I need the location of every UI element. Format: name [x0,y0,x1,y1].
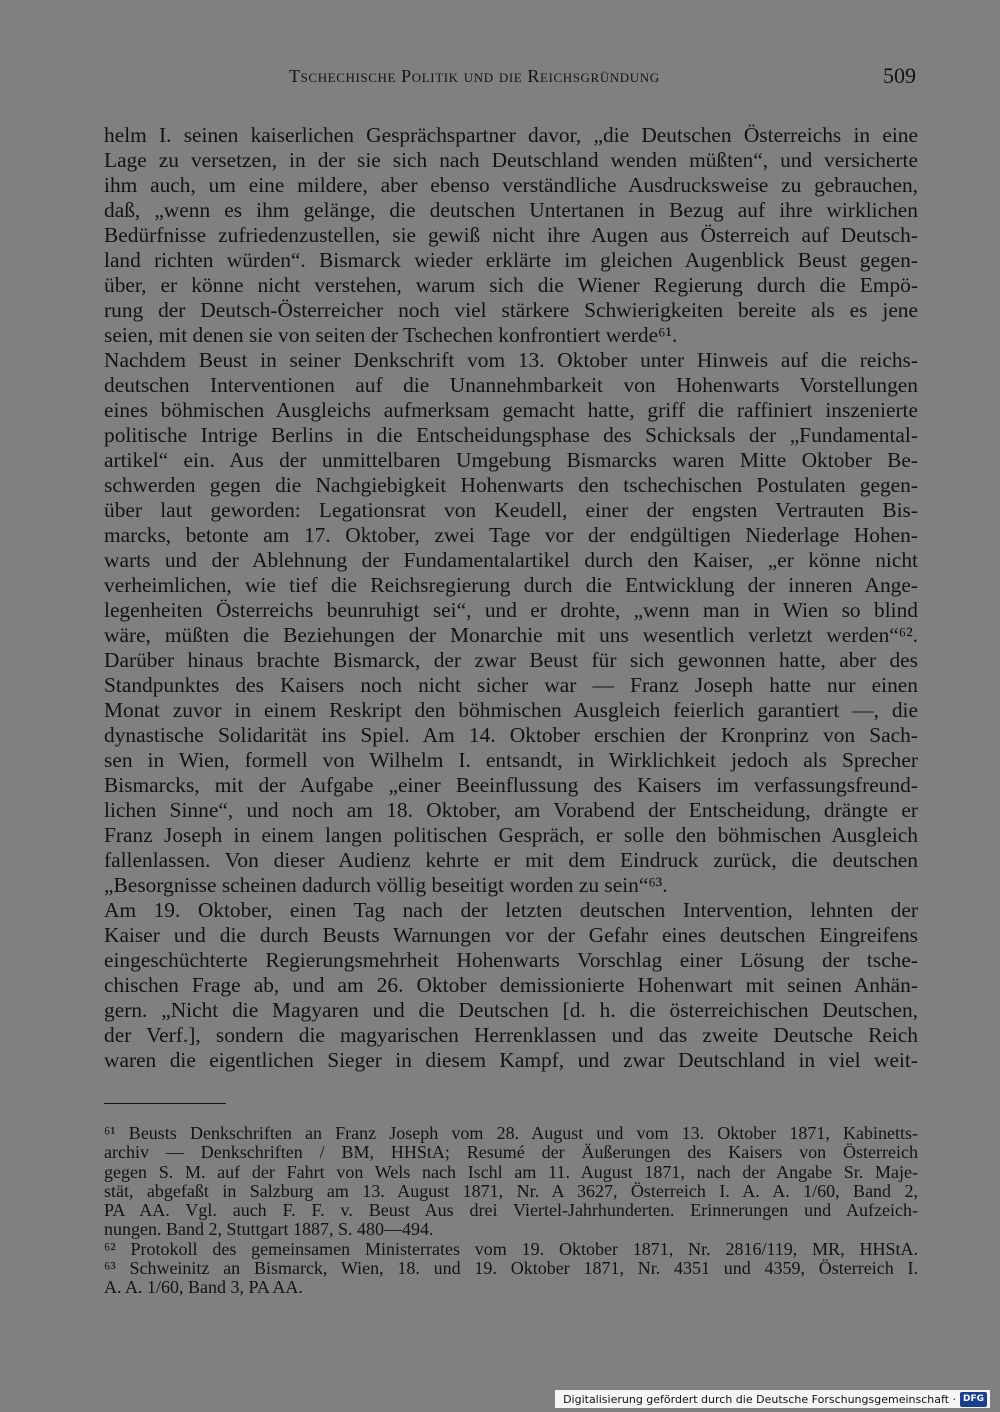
text-line: Kaiser und die durch Beusts Warnungen vor der Gefahr eines deutschen Eingreifens [104,923,918,947]
text-line: marcks, betonte am 17. Oktober, zwei Tage vor der endgültigen Niederlage Hohen- [104,523,918,547]
footnotes [104,1124,918,1298]
footnote-line: ⁶² Protokoll des gemeinsamen Ministerrates vom 19. Oktober 1871, Nr. 2816/119, MR, HHStA. [104,1239,918,1259]
text-line: Bedürfnisse zufriedenzustellen, sie gewiß nicht ihre Augen aus Österreich auf Deutsch- [104,223,918,247]
credit-text: Digitalisierung gefördert durch die Deutsche Forschungsgemeinschaft · [563,1392,956,1406]
paragraph-end-line: seien, mit denen sie von seiten der Tschechen konfrontiert werde⁶¹. [104,323,678,347]
text-line: Nachdem Beust in seiner Denkschrift vom 13. Oktober unter Hinweis auf die reichs- [104,348,918,372]
text-line: rung der Deutsch-Österreicher noch viel stärkere Schwierigkeiten bereite als es jene [104,298,918,322]
text-line: über, er könne nicht verstehen, warum sich die Wiener Regierung durch die Empö- [104,273,918,297]
text-line: eingeschüchterte Regierungsmehrheit Hohenwarts Vorschlag einer Lösung der tsche- [104,948,918,972]
text-line: Monat zuvor in einem Reskript den böhmischen Ausgleich feierlich garantiert —, die [104,698,918,722]
dfg-logo-icon: DFG [960,1392,987,1407]
text-line: ihm auch, um eine mildere, aber ebenso verständliche Ausdrucksweise zu gebrauchen, [104,173,918,197]
text-line: schwerden gegen die Nachgiebigkeit Hohenwarts den tschechischen Postulaten gegen- [104,473,918,497]
footnote-line: archiv — Denkschriften / BM, HHStA; Resumé der Äußerungen des Kaisers von Österreich [104,1143,918,1163]
text-line: deutschen Interventionen auf die Unannehmbarkeit von Hohenwarts Vorstellungen [104,373,918,397]
text-line: der Verf.], sondern die magyarischen Herrenklassen und das zweite Deutsche Reich [104,1023,918,1047]
footnote-line: PA AA. Vgl. auch F. F. v. Beust Aus drei Viertel-Jahrhunderten. Erinnerungen und Aufzeich- [104,1201,918,1221]
text-line: Lage zu versetzen, in der sie sich nach Deutschland wenden müßten“, und versicherte [104,148,918,172]
footnote-line: nungen. Band 2, Stuttgart 1887, S. 480—494. [104,1220,434,1240]
text-line: dynastische Solidarität ins Spiel. Am 14. Oktober erschien der Kronprinz von Sach- [104,723,918,747]
footnote-line: A. A. 1/60, Band 3, PA AA. [104,1278,303,1298]
text-line: waren die eigentlichen Sieger in diesem Kampf, und zwar Deutschland in viel weit- [104,1048,918,1072]
text-line: legenheiten Österreichs beunruhigt sei“, und er drohte, „wenn man in Wien so blind [104,598,918,622]
text-line: Am 19. Oktober, einen Tag nach der letzten deutschen Intervention, lehnten der [104,898,918,922]
footnote-divider [104,1103,226,1104]
text-line: Bismarcks, mit der Aufgabe „einer Beeinflussung des Kaisers im verfassungsfreund- [104,773,918,797]
running-title: Tschechische Politik und die Reichsgründung [289,66,660,86]
paragraph-end-line: „Besorgnisse scheinen dadurch völlig beseitigt worden zu sein“⁶³. [104,873,668,897]
text-line: Franz Joseph in einem langen politischen Gespräch, er solle den böhmischen Ausgleich [104,823,918,847]
text-line: fallenlassen. Von dieser Audienz kehrte er mit dem Eindruck zurück, die deutschen [104,848,918,872]
text-line: politische Intrige Berlins in die Entscheidungsphase des Schicksals der „Fundamental- [104,423,918,447]
text-line: verheimlichen, wie tief die Reichsregierung durch die Entwicklung der inneren Ange- [104,573,918,597]
text-line: chischen Frage ab, und am 26. Oktober demissionierte Hohenwart mit seinen Anhän- [104,973,918,997]
text-line: land richten würden“. Bismarck wieder erklärte im gleichen Augenblick Beust gegen- [104,248,918,272]
text-line: warts und der Ablehnung der Fundamentalartikel durch den Kaiser, „er könne nicht [104,548,918,572]
text-line: daß, „wenn es ihm gelänge, die deutschen Untertanen in Bezug auf ihre wirklichen [104,198,918,222]
text-line: helm I. seinen kaiserlichen Gesprächspartner davor, „die Deutschen Österreichs in eine [104,123,918,147]
digitization-credit [555,1390,990,1408]
page-number: 509 [883,63,916,88]
page-header [104,63,916,96]
text-line: Darüber hinaus brachte Bismarck, der zwar Beust für sich gewonnen hatte, aber des [104,648,918,672]
footnote-line: stät, abgefaßt in Salzburg am 13. August 1871, Nr. A 3627, Österreich I. A. A. 1/60, Band 2, [104,1181,918,1201]
text-line: artikel“ ein. Aus der unmittelbaren Umgebung Bismarcks waren Mitte Oktober Be- [104,448,918,472]
text-line: Standpunktes des Kaisers noch nicht sicher war — Franz Joseph hatte nur einen [104,673,918,697]
footnote-line: ⁶¹ Beusts Denkschriften an Franz Joseph vom 28. August und vom 13. Oktober 1871, Kabinetts- [104,1124,918,1143]
text-line: über laut geworden: Legationsrat von Keudell, einer der engsten Vertrauten Bis- [104,498,918,522]
footnote-line: ⁶³ Schweinitz an Bismarck, Wien, 18. und 19. Oktober 1871, Nr. 4351 und 4359, Österreich I. [104,1259,918,1279]
body-text [104,123,918,1073]
text-line: wäre, müßten die Beziehungen der Monarchie mit uns wesentlich verletzt werden“⁶². [104,623,918,647]
text-line: gern. „Nicht die Magyaren und die Deutschen [d. h. die österreichischen Deutschen, [104,998,918,1022]
text-line: sen in Wien, formell von Wilhelm I. entsandt, in Wirklichkeit jedoch als Sprecher [104,748,918,772]
text-line: eines böhmischen Ausgleichs aufmerksam gemacht hatte, griff die raffiniert inszenierte [104,398,918,422]
text-line: lichen Sinne“, und noch am 18. Oktober, am Vorabend der Entscheidung, drängte er [104,798,918,822]
footnote-line: gegen S. M. auf der Fahrt von Wels nach Ischl am 11. August 1871, nach der Angabe Sr. Maje- [104,1162,918,1182]
